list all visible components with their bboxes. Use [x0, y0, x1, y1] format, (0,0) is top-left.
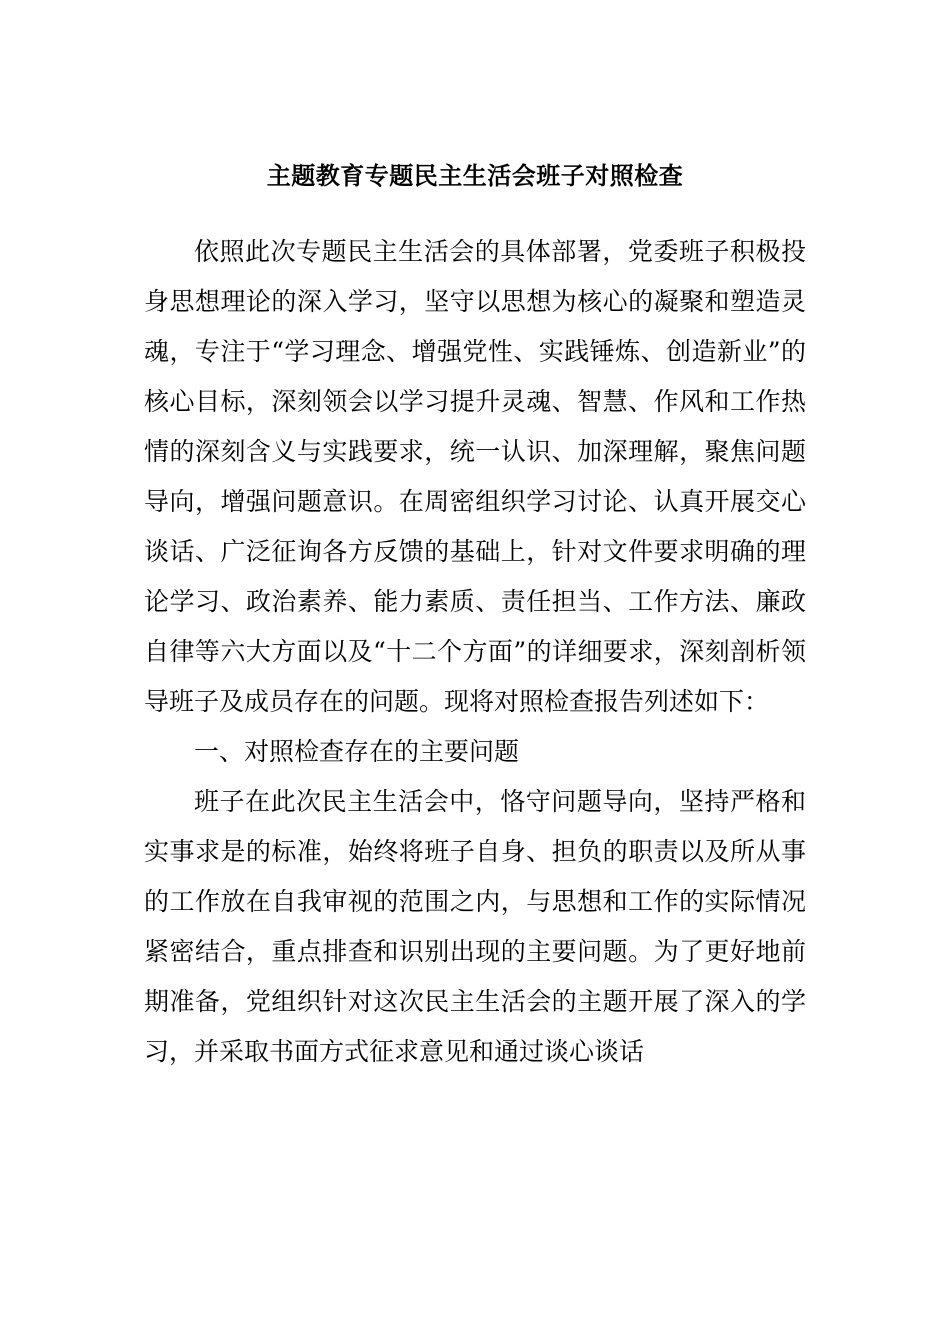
document-body [144, 227, 806, 1077]
paragraph-section-1: 班子在此次民主生活会中，恪守问题导向，坚持严格和实事求是的标准，始终将班子自身、担负的职责以及所从事的工作放在自我审视的范围之内，与思想和工作的实际情况紧密结合，重点排查和识别出现的主要问题。为了更好地前期准备，党组织针对这次民主生活会的主题开展了深入的学习，并采取书面方式征求意见和通过谈心谈话 [144, 787, 806, 1066]
section-heading-1: 一、对照检查存在的主要问题 [194, 737, 520, 766]
document-title: 主题教育专题民主生活会班子对照检查 [266, 162, 684, 190]
paragraph-intro: 依照此次专题民主生活会的具体部署，党委班子积极投身思想理论的深入学习，坚守以思想为核心的凝聚和塑造灵魂，专注于“学习理念、增强党性、实践锤炼、创造新业”的核心目标，深刻领会以学习提升灵魂、智慧、作风和工作热情的深刻含义与实践要求，统一认识、加深理解，聚焦问题导向，增强问题意识。在周密组织学习讨论、认真开展交心谈话、广泛征询各方反馈的基础上，针对文件要求明确的理论学习、政治素养、能力素质、责任担当、工作方法、廉政自律等六大方面以及“十二个方面”的详细要求，深刻剖析领导班子及成员存在的问题。现将对照检查报告列述如下： [144, 237, 806, 716]
